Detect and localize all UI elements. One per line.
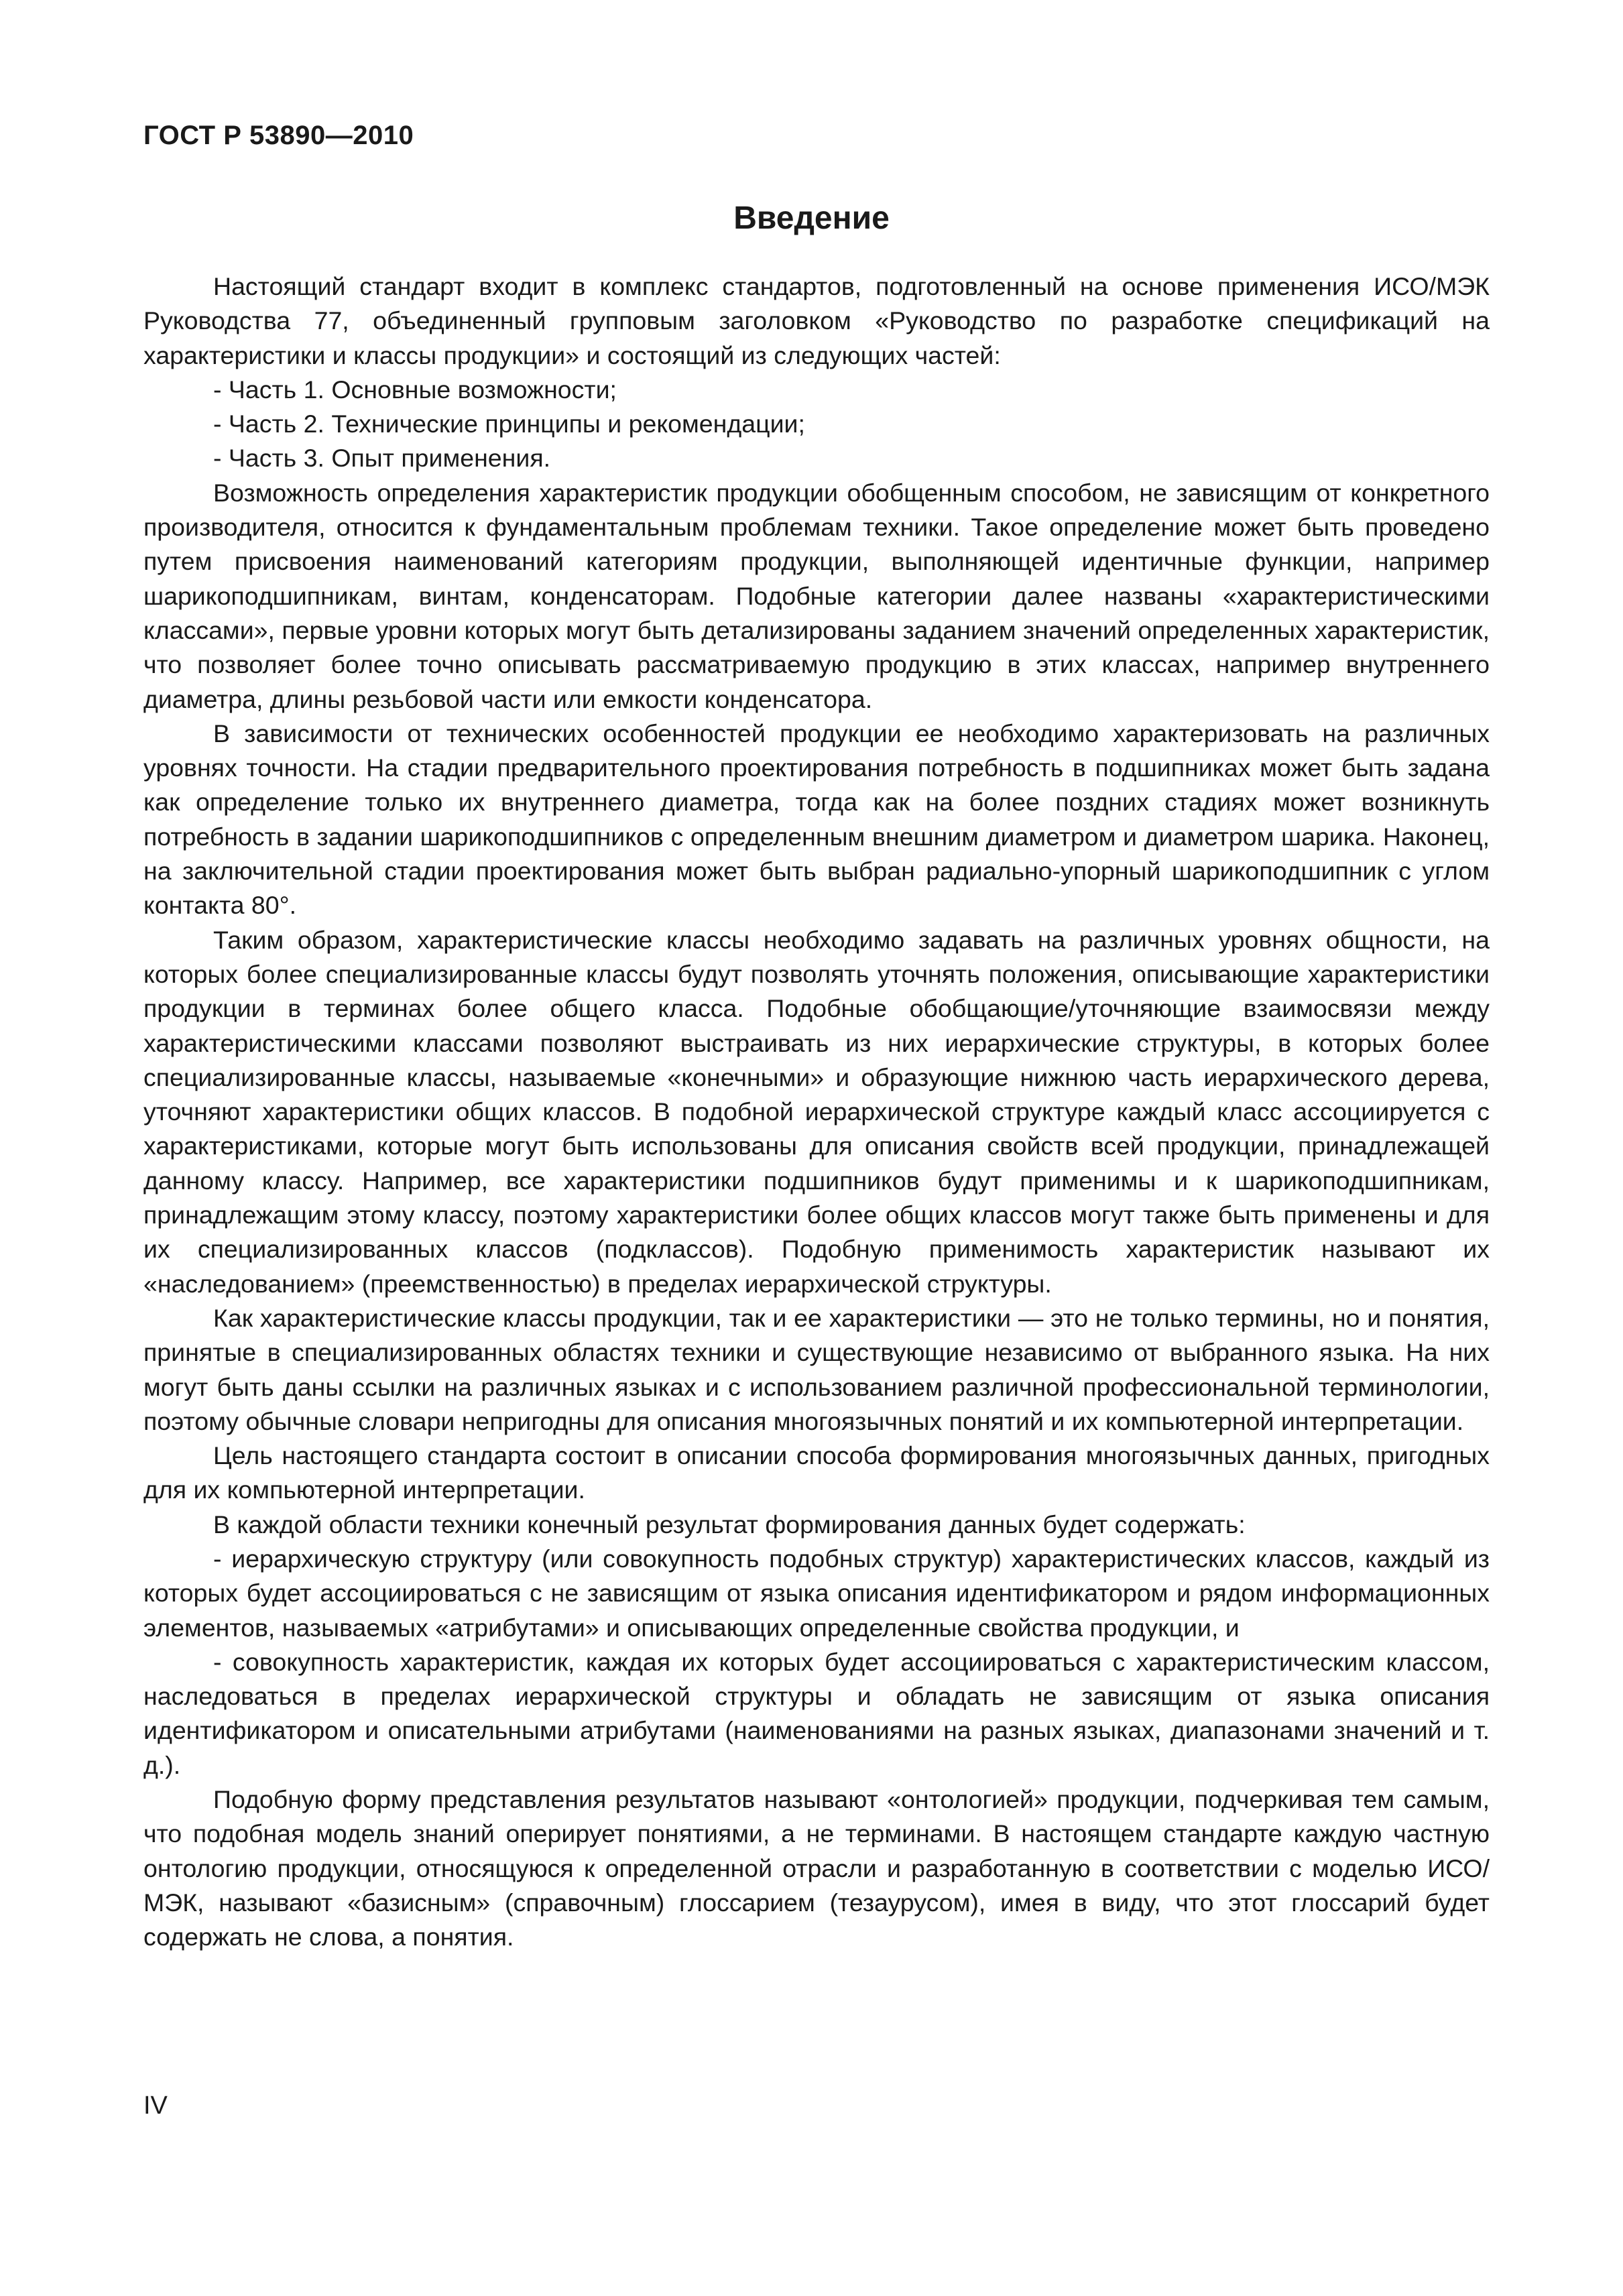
section-title: Введение [733, 200, 890, 236]
paragraph-result-intro: В каждой области техники конечный результат формирования данных будет содержать: [213, 1510, 1246, 1538]
list-item-part-2: - Часть 2. Технические принципы и рекомендации; [213, 410, 805, 438]
paragraph-intro: Настоящий стандарт входит в комплекс стандартов, подготовленный на основе применения ИСО/МЭК Руководства 77, объединенный групповым заголовком «Руководство по разработке спецификаций на характеристики и классы продукции» и состоящий из следующих частей: [143, 272, 1490, 369]
document-header-standard-id: ГОСТ Р 53890—2010 [143, 121, 414, 150]
paragraph-purpose: Цель настоящего стандарта состоит в описании способа формирования многоязычных данных, пригодных для их компьютерной интерпретации. [143, 1441, 1490, 1504]
list-item-part-3: - Часть 3. Опыт применения. [213, 444, 551, 473]
list-item-part-1: - Часть 1. Основные возможности; [213, 375, 617, 404]
document-body [143, 269, 1490, 1955]
paragraph-hierarchy: Таким образом, характеристические классы необходимо задавать на различных уровнях общности, на которых более специализированные классы будут позволять уточнять положения, описывающие характеристики продукции в терминах более общего класса. Подобные обобщающие/уточняющие взаимосвязи между характеристическими классами позволяют выстраивать из них иерархические структуры, в которых более специализированные классы, называемые «конечными» и образующие нижнюю часть иерархического дерева, уточняют характеристики общих классов. В подобной иерархической структуре каждый класс ассоциируется с характеристиками, которые могут быть использованы для описания свойств всей продукции, принадлежащей данному классу. Например, все характеристики подшипников будут применимы и к шарикоподшипникам, принадлежащим этому классу, поэтому характеристики более общих классов могут также быть применены и для их специализированных классов (подклассов). Подобную применимость характеристик называют их «наследованием» (преемственностью) в пределах иерархической структуры. [143, 925, 1490, 1298]
paragraph-ontology: Подобную форму представления результатов называют «онтологией» продукции, подчеркивая тем самым, что подобная модель знаний оперирует понятиями, а не терминами. В настоящем стандарте каждую частную онтологию продукции, относящуюся к определенной отрасли и разработанную в соответствии с моделью ИСО/МЭК, называют «базисным» (справочным) глоссарием (тезаурусом), имея в виду, что этот глоссарий будет содержать не слова, а понятия. [143, 1785, 1490, 1951]
paragraph-concepts: Как характеристические классы продукции, так и ее характеристики — это не только термины, но и понятия, принятые в специализированных областях техники и существующие независимо от выбранного языка. На них могут быть даны ссылки на различных языках и с использованием различной профессиональной терминологии, поэтому обычные словари непригодны для описания многоязычных понятий и их компьютерной интерпретации. [143, 1303, 1490, 1435]
list-item-hierarchy: - иерархическую структуру (или совокупность подобных структур) характеристических классов, каждый из которых будет ассоциироваться с не зависящим от языка описания идентификатором и рядом информационных элементов, называемых «атрибутами» и описывающих определенные свойства продукции, и [143, 1544, 1490, 1642]
paragraph-precision-levels: В зависимости от технических особенностей продукции ее необходимо характеризовать на различных уровнях точности. На стадии предварительного проектирования потребность в подшипниках может быть задана как определение только их внутреннего диаметра, тогда как на более поздних стадиях может возникнуть потребность в задании шарикоподшипников с определенным внешним диаметром и диаметром шарика. Наконец, на заключительной стадии проектирования может быть выбран радиально-упорный шарикоподшипник с углом контакта 80°. [143, 719, 1490, 920]
list-item-characteristics-set: - совокупность характеристик, каждая их которых будет ассоциироваться с характеристическим классом, наследоваться в пределах иерархической структуры и обладать не зависящим от языка описания идентификатором и описательными атрибутами (наименованиями на разных языках, диапазонами значений и т. д.). [143, 1647, 1490, 1779]
page-number: IV [143, 2092, 168, 2120]
paragraph-characteristics: Возможность определения характеристик продукции обобщенным способом, не зависящим от конкретного производителя, относится к фундаментальным проблемам техники. Такое определение может быть проведено путем присвоения наименований категориям продукции, выполняющей идентичные функции, например шарикоподшипникам, винтам, конденсаторам. Подобные категории далее названы «характеристическими классами», первые уровни которых могут быть детализированы заданием значений определенных характеристик, что позволяет более точно описывать рассматриваемую продукцию в этих классах, например внутреннего диаметра, длины резьбовой части или емкости конденсатора. [143, 478, 1490, 713]
